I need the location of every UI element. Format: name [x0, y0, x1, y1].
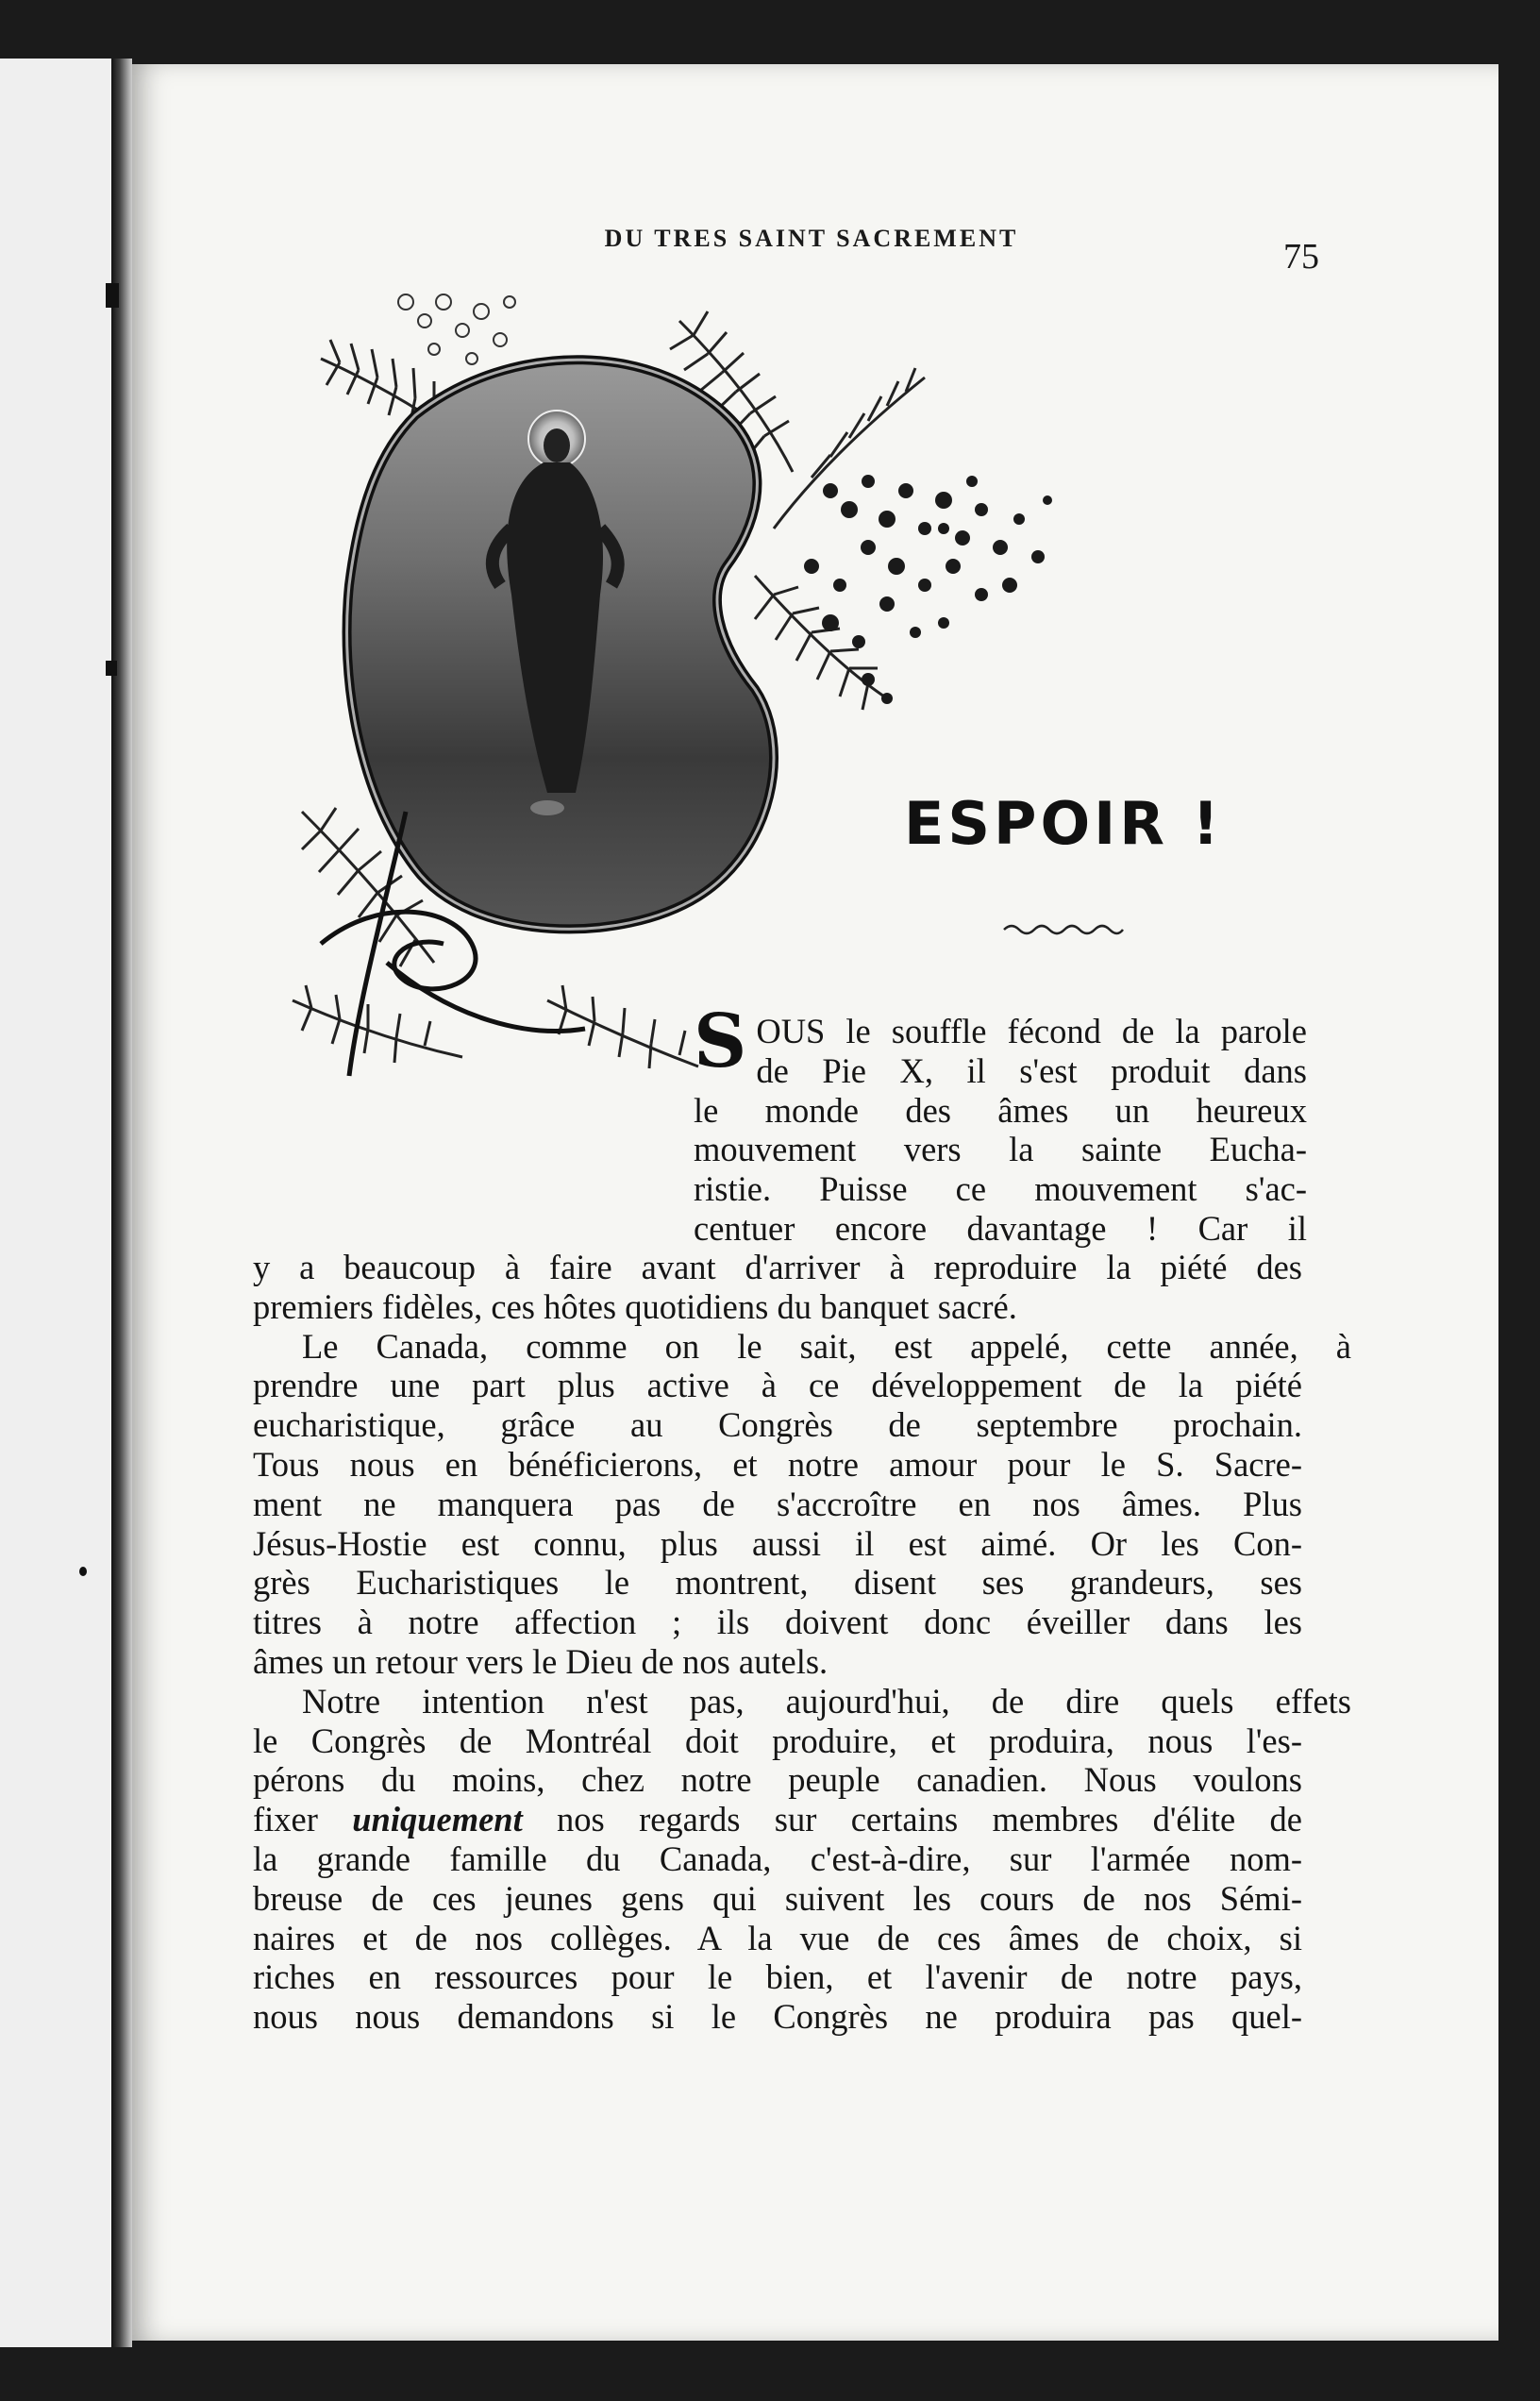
text-line: pérons du moins, chez notre peuple canadien. Nous voulons	[253, 1760, 1302, 1800]
title-ornament-icon	[1002, 920, 1125, 937]
left-page-edge	[0, 59, 114, 2347]
book-gutter	[111, 59, 132, 2347]
scan-mark	[79, 1567, 87, 1576]
text-line: y a beaucoup à faire avant d'arriver à reproduire la piété des	[253, 1248, 1302, 1286]
text-line: OUS le souffle fécond de la parole	[756, 1012, 1307, 1050]
fern-frond-mid-right	[755, 576, 887, 710]
text-line: riches en ressources pour le bien, et l'avenir de notre pays,	[253, 1957, 1302, 1997]
scan-mark	[106, 661, 117, 676]
text-line: le Congrès de Montréal doit produire, et produira, nous l'es-	[253, 1721, 1302, 1760]
scan-mark	[106, 283, 119, 308]
text-line: premiers fidèles, ces hôtes quotidiens du banquet sacré.	[253, 1286, 1017, 1326]
text-line-with-emphasis	[253, 1800, 1302, 1839]
text-line: centuer encore davantage ! Car il	[694, 1208, 1307, 1248]
fern-frond-bottom-right	[547, 985, 698, 1068]
text-line: Tous nous en bénéficierons, et notre amour pour le S. Sacre-	[253, 1444, 1302, 1484]
text-fragment: nos regards sur certains membres d'élite de	[522, 1800, 1302, 1839]
text-line: mouvement vers la sainte Eucha-	[694, 1130, 1307, 1169]
text-line: de Pie X, il s'est produit dans	[756, 1050, 1307, 1090]
text-line: Jésus-Hostie est connu, plus aussi il est aimé. Or les Con-	[253, 1523, 1302, 1563]
body-full-width	[253, 1248, 1351, 2037]
text-line: prendre une part plus active à ce développement de la piété	[253, 1366, 1302, 1405]
drop-cap: S	[694, 999, 747, 1084]
text-line: titres à notre affection ; ils doivent donc éveiller dans les	[253, 1603, 1302, 1642]
page-number: 75	[1283, 237, 1319, 277]
article-title: ESPOIR !	[904, 789, 1223, 858]
small-flower-cluster	[398, 294, 515, 364]
paragraph-wrapped-lines	[694, 999, 1307, 1249]
text-line: breuse de ces jeunes gens qui suivent les cours de nos Sémi-	[253, 1878, 1302, 1918]
text-line: nous nous demandons si le Congrès ne produira pas quel-	[253, 1997, 1302, 2037]
text-line: Notre intention n'est pas, aujourd'hui, de dire quels effets	[302, 1681, 1351, 1721]
text-line: âmes un retour vers le Dieu de nos autels.	[253, 1641, 829, 1681]
text-line: la grande famille du Canada, c'est-à-dire, sur l'armée nom-	[253, 1839, 1302, 1878]
text-line: ment ne manquera pas de s'accroître en nos âmes. Plus	[253, 1484, 1302, 1523]
text-line: naires et de nos collèges. A la vue de ces âmes de choix, si	[253, 1918, 1302, 1957]
emphasized-word: uniquement	[352, 1800, 523, 1839]
berry-cluster	[804, 475, 1052, 704]
text-line: eucharistique, grâce au Congrès de septembre prochain.	[253, 1405, 1302, 1445]
text-line: ristie. Puisse ce mouvement s'ac-	[694, 1169, 1307, 1209]
text-line: Le Canada, comme on le sait, est appelé, cette année, à	[302, 1326, 1351, 1366]
text-line: le monde des âmes un heureux	[694, 1090, 1307, 1130]
running-header: DU TRES SAINT SACREMENT	[604, 225, 1019, 252]
text-fragment: fixer	[253, 1800, 353, 1839]
text-line: grès Eucharistiques le montrent, disent ses grandeurs, ses	[253, 1563, 1302, 1603]
